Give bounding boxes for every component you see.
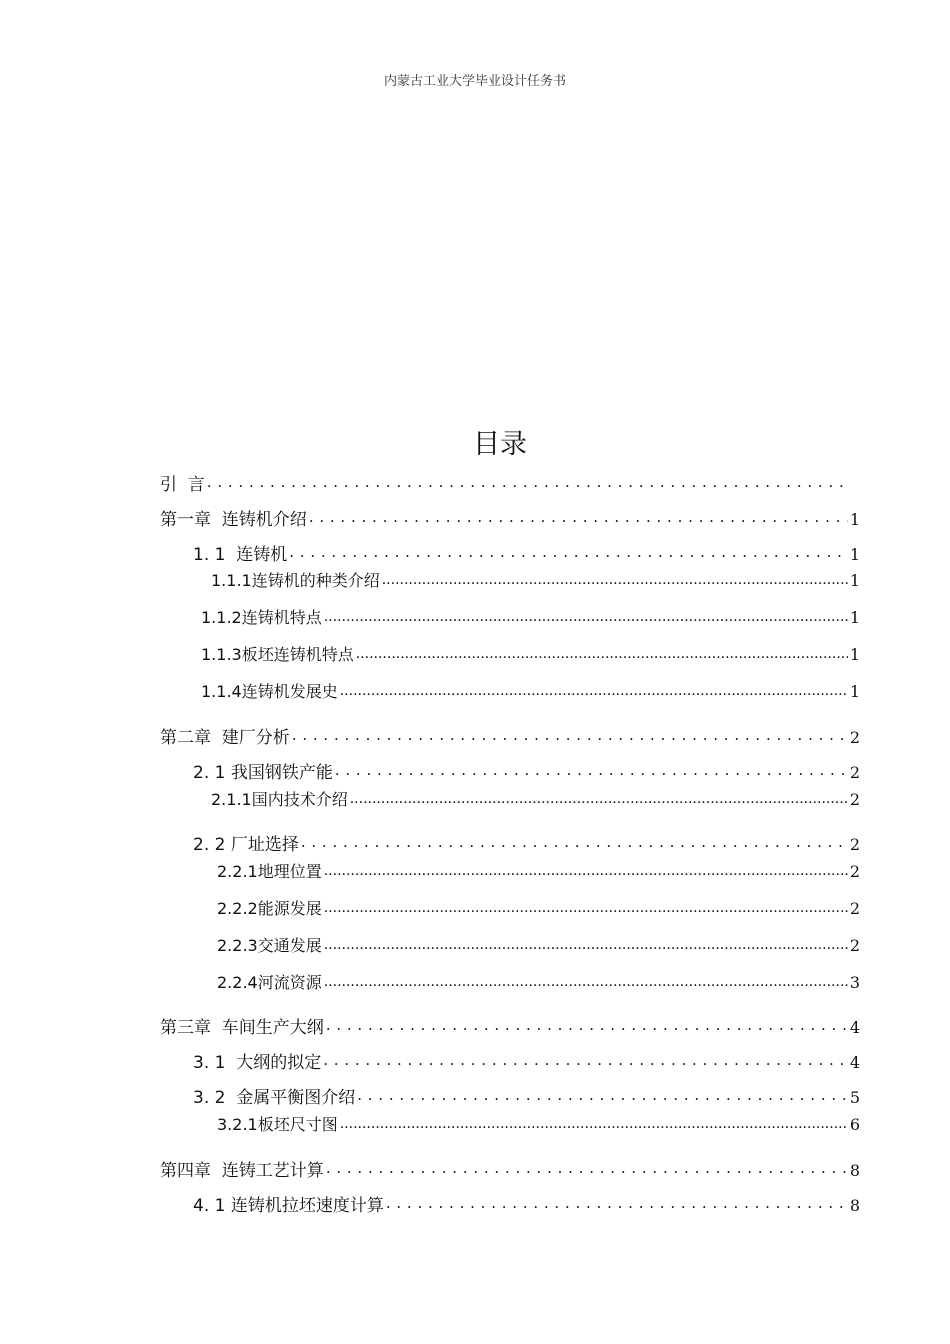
toc-entry-text: 厂址选择 (230, 835, 299, 855)
toc-leader-dots (382, 570, 848, 586)
toc-page-number: 2 (849, 936, 860, 955)
toc-entry[interactable] (211, 568, 860, 591)
toc-entry[interactable] (217, 896, 860, 919)
toc-entry[interactable] (193, 540, 860, 565)
toc-entry[interactable] (160, 1013, 860, 1038)
toc-entry[interactable] (193, 1048, 860, 1073)
toc-leader-dots (292, 726, 848, 743)
toc-entry-number: 1.1.2 (201, 608, 242, 627)
toc-entry-label (193, 1191, 384, 1216)
toc-entry-label (193, 758, 333, 783)
toc-leader-dots (324, 861, 848, 877)
toc-leader-dots (324, 972, 848, 988)
toc-leader-dots (301, 833, 848, 850)
toc-entry-text: 地理位置 (257, 862, 322, 881)
toc-title: 目录 (473, 429, 527, 460)
toc-page-number: 8 (849, 1196, 860, 1215)
toc-entry[interactable] (217, 933, 860, 956)
toc-entry-text: 大纲的拟定 (230, 1053, 322, 1073)
toc-entry[interactable] (201, 679, 860, 702)
toc-entry-text: 我国钢铁产能 (230, 763, 333, 783)
toc-entry-text: 交通发展 (257, 936, 322, 955)
toc-entry-label (211, 787, 348, 810)
toc-entry-label (193, 1048, 321, 1073)
toc-entry-text: 能源发展 (257, 899, 322, 918)
toc-entry[interactable] (193, 758, 860, 783)
toc-entry-number: 第一章 (160, 510, 211, 530)
toc-leader-dots (309, 508, 848, 525)
toc-entry-text: 连铸机 (230, 545, 288, 565)
toc-leader-dots (326, 1159, 848, 1176)
toc-entry-text: 连铸机介绍 (211, 510, 307, 530)
toc-page-number: 2 (849, 790, 860, 809)
toc-entry[interactable] (193, 1083, 860, 1108)
toc-page-number: 8 (849, 1161, 860, 1180)
toc-entry-text: 国内技术介绍 (251, 790, 348, 809)
toc-entry-text: 河流资源 (257, 973, 322, 992)
toc-page-number: 5 (849, 1088, 860, 1107)
toc-leader-dots (340, 1114, 848, 1130)
toc-leader-dots (326, 1016, 848, 1033)
toc-page-number: 1 (849, 545, 860, 564)
toc-entry-label (160, 1013, 324, 1038)
toc-entry-text: 引 言 (160, 475, 205, 495)
toc-page-number: 2 (849, 728, 860, 747)
toc-entry-number: 1.1.3 (201, 645, 242, 664)
toc-entry-label (217, 970, 322, 993)
toc-entry-label (217, 1112, 338, 1135)
toc-entry[interactable] (160, 505, 860, 530)
toc-page-number: 2 (849, 862, 860, 881)
toc-leader-dots (340, 681, 848, 697)
toc-entry-number: 1.1.1 (211, 571, 252, 590)
toc-entry-number: 3. 1 (193, 1053, 231, 1073)
toc-entry-label (160, 723, 290, 748)
toc-leader-dots (335, 761, 848, 778)
toc-entry-text: 连铸机拉坯速度计算 (230, 1196, 384, 1216)
toc-entry-label (217, 859, 322, 882)
toc-entry-text: 建厂分析 (211, 728, 290, 748)
toc-entry-text: 金属平衡图介绍 (230, 1088, 356, 1108)
toc-entry-text: 车间生产大纲 (211, 1018, 324, 1038)
toc-entry[interactable] (217, 1112, 860, 1135)
toc-entry[interactable] (160, 470, 860, 495)
toc-entry-label (201, 605, 322, 628)
toc-leader-dots (350, 789, 848, 805)
toc-entry-text: 连铸工艺计算 (211, 1161, 324, 1181)
toc-page-number: 1 (849, 510, 860, 529)
toc-entry-number: 2. 1 (193, 763, 231, 783)
toc-entry-label (193, 540, 287, 565)
toc-entry-text: 板坯尺寸图 (257, 1115, 338, 1134)
toc-leader-dots (324, 935, 848, 951)
toc-entry[interactable] (193, 1191, 860, 1216)
toc-entry[interactable] (193, 830, 860, 855)
toc-page-number: 2 (849, 899, 860, 918)
toc-entry[interactable] (211, 787, 860, 810)
toc-entry-number: 2.2.4 (217, 973, 258, 992)
toc-entry-label (160, 505, 307, 530)
toc-entry[interactable] (217, 859, 860, 882)
toc-entry-number: 2.1.1 (211, 790, 252, 809)
toc-page-number: 4 (849, 1053, 860, 1072)
toc-entry-label (211, 568, 380, 591)
toc-entry-label (217, 896, 322, 919)
toc-leader-dots (324, 607, 848, 623)
toc-entry[interactable] (201, 605, 860, 628)
toc-page-number: 4 (849, 1018, 860, 1037)
toc-page-number: 1 (849, 682, 860, 701)
toc-entry-number: 2.2.1 (217, 862, 258, 881)
toc-entry-number: 第四章 (160, 1161, 211, 1181)
toc-entry[interactable] (217, 970, 860, 993)
toc-entry-label (217, 933, 322, 956)
toc-leader-dots (324, 898, 848, 914)
toc-entry-text: 板坯连铸机特点 (241, 645, 354, 664)
toc-leader-dots (207, 473, 850, 490)
toc-entry[interactable] (201, 642, 860, 665)
toc-entry-label (193, 830, 299, 855)
toc-entry-text: 连铸机特点 (241, 608, 322, 627)
toc-entry[interactable] (160, 723, 860, 748)
toc-entry-number: 2.2.2 (217, 899, 258, 918)
toc-entry-number: 2. 2 (193, 835, 231, 855)
toc-leader-dots (289, 543, 848, 560)
toc-entry-number: 第二章 (160, 728, 211, 748)
toc-entry-number: 3. 2 (193, 1088, 231, 1108)
toc-leader-dots (386, 1194, 848, 1211)
toc-entry-label (201, 679, 338, 702)
toc-leader-dots (356, 644, 848, 660)
toc-entry-text: 连铸机发展史 (241, 682, 338, 701)
toc-page-number: 2 (849, 763, 860, 782)
toc-entry-number: 2.2.3 (217, 936, 258, 955)
toc-page-number: 6 (849, 1115, 860, 1134)
toc-entry-label (193, 1083, 355, 1108)
page-header: 内蒙古工业大学毕业设计任务书 (383, 74, 566, 89)
toc-entry-label (160, 1156, 324, 1181)
toc-entry-label (160, 470, 205, 495)
toc-entry[interactable] (160, 1156, 860, 1181)
toc-page-number: 1 (849, 645, 860, 664)
toc-leader-dots (357, 1086, 848, 1103)
toc-entry-number: 3.2.1 (217, 1115, 258, 1134)
toc-entry-text: 连铸机的种类介绍 (251, 571, 380, 590)
toc-entry-number: 第三章 (160, 1018, 211, 1038)
toc-page-number: 2 (849, 835, 860, 854)
toc-page-number: 1 (849, 608, 860, 627)
toc-entry-number: 1. 1 (193, 545, 231, 565)
toc-leader-dots (323, 1051, 848, 1068)
toc-entry-number: 4. 1 (193, 1196, 231, 1216)
toc-page-number: 3 (849, 973, 860, 992)
toc-entry-label (201, 642, 354, 665)
toc-page-number: 1 (849, 571, 860, 590)
toc-entry-number: 1.1.4 (201, 682, 242, 701)
